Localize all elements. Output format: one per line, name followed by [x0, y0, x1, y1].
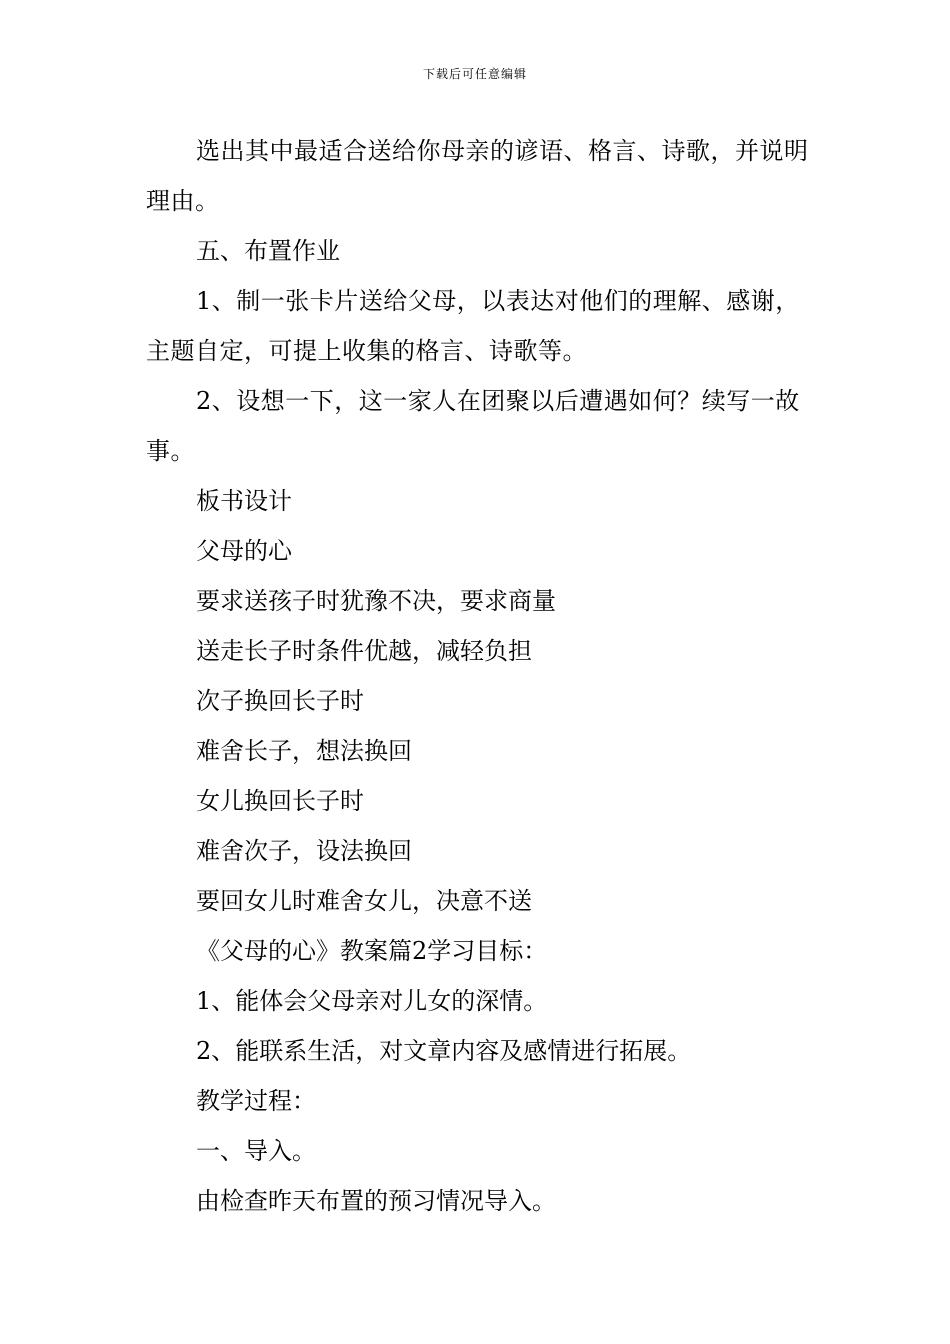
board-line-1: 要求送孩子时犹豫不决，要求商量 [196, 587, 556, 615]
board-line-5: 女儿换回长子时 [196, 787, 364, 815]
lesson-2-objectives-heading: 《父母的心》教案篇2学习目标： [196, 937, 548, 965]
paragraph-introduction: 由检查昨天布置的预习情况导入。 [196, 1187, 556, 1215]
heading-homework: 五、布置作业 [196, 237, 340, 265]
board-title: 父母的心 [196, 537, 292, 565]
objective-2: 2、能联系生活，对文章内容及感情进行拓展。 [196, 1037, 692, 1065]
board-line-7: 要回女儿时难舍女儿，决意不送 [196, 887, 532, 915]
heading-board-design: 板书设计 [196, 487, 292, 515]
heading-teaching-process: 教学过程： [196, 1087, 316, 1115]
board-line-2: 送走长子时条件优越，减轻负担 [196, 637, 532, 665]
board-line-6: 难舍次子，设法换回 [196, 837, 412, 865]
objective-1: 1、能体会父母亲对儿女的深情。 [196, 987, 548, 1015]
board-line-3: 次子换回长子时 [196, 687, 364, 715]
document-body [146, 126, 816, 1226]
board-line-4: 难舍长子，想法换回 [196, 737, 412, 765]
paragraph-homework-1: 1、制一张卡片送给父母，以表达对他们的理解、感谢，主题自定，可提上收集的格言、诗歌等。 [146, 287, 800, 365]
paragraph-homework-2: 2、设想一下，这一家人在团聚以后遭遇如何？续写一故事。 [146, 387, 800, 465]
page-header: 下载后可任意编辑 [422, 67, 527, 81]
heading-introduction: 一、导入。 [196, 1137, 316, 1165]
paragraph-choose-proverb: 选出其中最适合送给你母亲的谚语、格言、诗歌，并说明理由。 [146, 137, 809, 215]
